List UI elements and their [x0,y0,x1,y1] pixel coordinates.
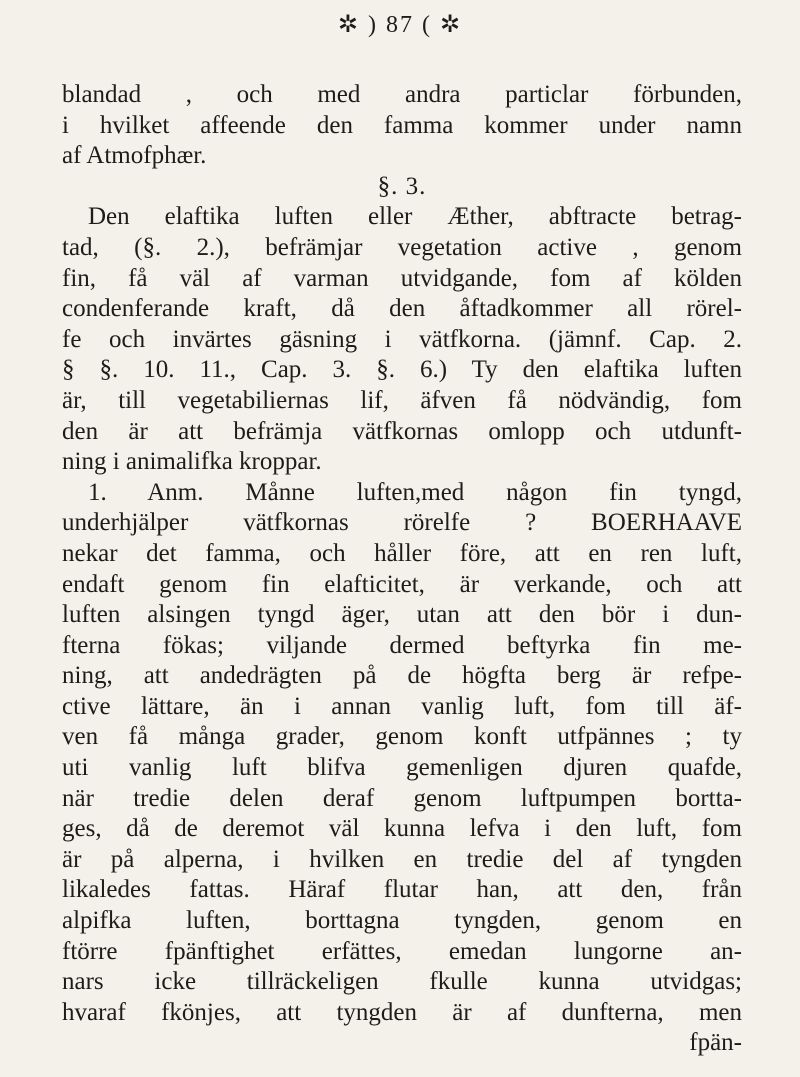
text-line: Den elaftika luften eller Æther, abftracte betrag- [88,203,742,231]
text-line: 1. Anm. Månne luften,med någon fin tyngd, [88,478,742,506]
text-line: är, till vegetabiliernas lif, äfven få nödvändig, fom [62,386,742,414]
text-line: nekar det famma, och håller före, att en ren luft, [62,539,742,567]
text-line: ftörre fpänftighet erfättes, emedan lungorne an- [62,937,742,965]
text-line: ning i animalifka kroppar. [62,448,322,476]
page-header: ✲ ) 87 ( ✲ [337,12,463,38]
section-heading: §. 3. [377,172,427,200]
text-line: hvaraf fkönjes, att tyngden är af dunfterna, men [62,998,742,1026]
text-line: fin, få väl af varman utvidgande, fom af kölden [62,264,742,292]
text-line: den är att befrämja vätfkornas omlopp och utdunft- [62,417,742,445]
text-line: likaledes fattas. Häraf flutar han, att den, från [62,876,742,904]
text-line: endaft genom fin elafticitet, är verkande, och att [62,570,742,598]
text-line: condenferande kraft, då den åftadkommer all rörel- [62,295,742,323]
text-line: fterna fökas; viljande dermed beftyrka fin me- [62,631,742,659]
text-line: fe och invärtes gäsning i vätfkorna. (jämnf. Cap. 2. [62,325,742,353]
text-line: ning, att andedrägten på de högfta berg är refpe- [62,662,742,690]
text-line: i hvilket affeende den famma kommer under namn [62,111,742,139]
text-line: när tredie delen deraf genom luftpumpen bortta- [62,784,742,812]
text-line: är på alperna, i hvilken en tredie del af tyngden [62,845,742,873]
text-line: alpifka luften, borttagna tyngden, genom en [62,907,742,935]
text-line: uti vanlig luft blifva gemenligen djuren quafde, [62,754,742,782]
body-text [62,80,742,1059]
text-line: ctive lättare, än i annan vanlig luft, fom till äf- [62,692,742,720]
text-line: tad, (§. 2.), befrämjar vegetation active , genom [62,233,742,261]
text-line: nars icke tillräckeligen fkulle kunna utvidgas; [62,968,742,996]
text-line: af Atmofphær. [62,142,207,170]
text-line: luften alsingen tyngd äger, utan att den bör i dun- [62,601,742,629]
catchword: fpän- [689,1029,742,1057]
text-line: ges, då de deremot väl kunna lefva i den luft, fom [62,815,742,843]
text-line: ven få många grader, genom konft utfpännes ; ty [62,723,742,751]
text-line: underhjälper vätfkornas rörelfe ? BOERHAAVE [62,509,742,537]
text-line: § §. 10. 11., Cap. 3. §. 6.) Ty den elaftika luften [62,356,742,384]
text-line: blandad , och med andra particlar förbunden, [62,81,742,108]
